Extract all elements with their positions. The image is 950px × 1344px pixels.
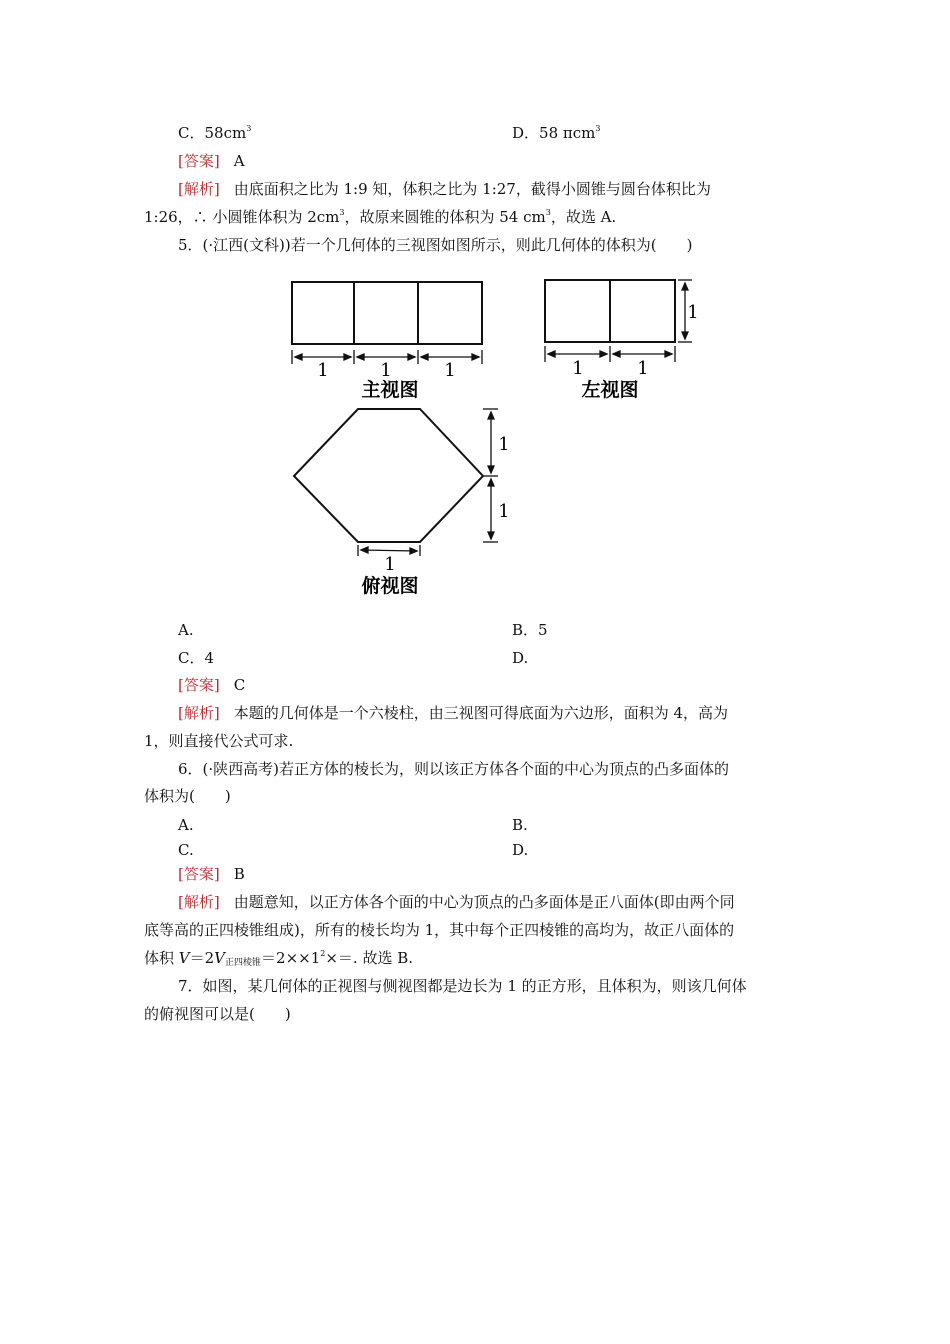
left-view-caption: 左视图 [581, 379, 639, 401]
q5-option-b: B．5 [512, 621, 548, 639]
top-height-label-2: 1 [498, 501, 510, 522]
q6-option-d: D. [512, 841, 529, 859]
q6-stem-line2: 体积为( ) [144, 787, 231, 805]
q5-option-a: A. [178, 621, 194, 639]
q4-option-d: D．58 πcm$^3$ [512, 124, 601, 142]
q5-stem: 5．(·江西(文科))若一个几何体的三视图如图所示，则此几何体的体积为( ) [178, 236, 693, 254]
front-dim-label-3: 1 [444, 360, 456, 381]
q6-explain-line1: [解析] 由题意知，以正方体各个面的中心为顶点的凸多面体是正八面体(即由两个同 [178, 893, 735, 911]
left-dim-label-1: 1 [572, 358, 584, 379]
q4-explain-line1: [解析] 由底面积之比为 1:9 知，体积之比为 1:27，截得小圆锥与圆台体积比为 [178, 180, 711, 198]
q7-stem-line1: 7．如图，某几何体的正视图与侧视图都是边长为 1 的正方形，且体积为，则该几何体 [178, 977, 747, 995]
q6-option-c: C. [178, 841, 194, 859]
three-view-diagram [280, 270, 720, 610]
q6-answer: [答案] B [178, 865, 245, 883]
top-view-hexagon [294, 409, 483, 542]
top-view-caption: 俯视图 [361, 575, 419, 597]
top-height-label-1: 1 [498, 434, 510, 455]
q4-option-c: C．$58cm^3$ [178, 124, 252, 142]
q5-explain-line1: [解析] 本题的几何体是一个六棱柱，由三视图可得底面为六边形，面积为 4，高为 [178, 704, 729, 722]
front-dim-label-2: 1 [380, 360, 392, 381]
q4-answer: [答案] A [178, 152, 245, 170]
q5-explain-line2: 1，则直接代公式可求. [144, 732, 294, 750]
q5-option-c: C．4 [178, 649, 215, 667]
q6-explain-line2: 底等高的正四棱锥组成)，所有的棱长均为 1，其中每个正四棱锥的高均为，故正八面体的 [144, 921, 735, 939]
answer-tag: [答案] [178, 865, 220, 883]
q7-stem-line2: 的俯视图可以是( ) [144, 1005, 291, 1023]
front-view [292, 282, 482, 344]
q6-option-a: A. [178, 816, 194, 834]
answer-tag: [答案] [178, 676, 220, 694]
q6-option-b: B. [512, 816, 528, 834]
left-view [545, 280, 675, 342]
q6-stem-line1: 6．(·陕西高考)若正方体的棱长为，则以该正方体各个面的中心为顶点的凸多面体的 [178, 760, 730, 778]
q5-answer: [答案] C [178, 676, 246, 694]
explain-tag: [解析] [178, 704, 220, 722]
q6-explain-line3: 体积 $V=2V_{正四棱锥}=2\times\times 1^2\times=$. 故选 B. [144, 949, 414, 968]
left-height-label: 1 [687, 302, 699, 323]
answer-tag: [答案] [178, 152, 220, 170]
front-dim-label-1: 1 [317, 360, 329, 381]
front-view-caption: 主视图 [361, 379, 419, 401]
left-dimension [545, 280, 692, 362]
left-dim-label-2: 1 [637, 358, 649, 379]
q5-option-d: D. [512, 649, 529, 667]
explain-tag: [解析] [178, 893, 220, 911]
top-width-label: 1 [384, 554, 396, 575]
explain-tag: [解析] [178, 180, 220, 198]
q4-explain-line2: 1:26，∴ 小圆锥体积为 $2cm^3$，故原来圆锥的体积为 54 $cm^3$，故选 A. [144, 208, 617, 226]
